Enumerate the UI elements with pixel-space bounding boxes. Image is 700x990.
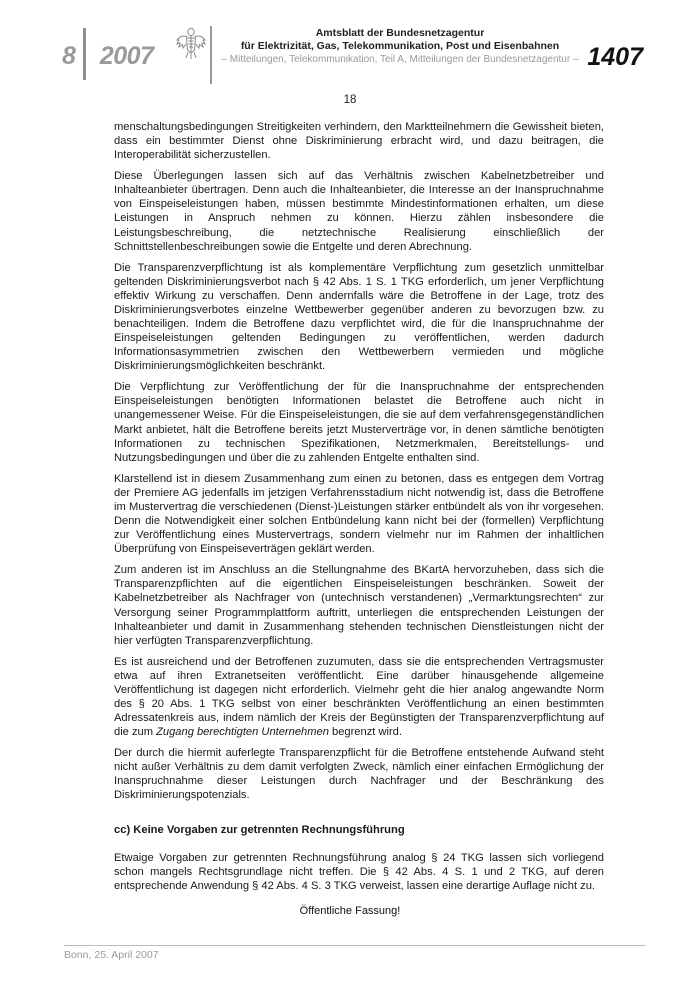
- paragraph: menschaltungsbedingungen Streitigkeiten verhindern, den Marktteilnehmern die Gewissheit bieten, dass ein bestimmter Dienst ohne Diskriminierung erbracht wird, und dazu beitragen, die Interoperabilität sicherzustellen.: [114, 121, 604, 162]
- issue-label: [62, 42, 153, 71]
- issue-year: 2007: [99, 42, 154, 70]
- paragraph-text: begrenzt wird.: [328, 726, 402, 739]
- emphasized-term: Zugang berechtigten Unternehmen: [156, 726, 329, 739]
- document-body: [114, 120, 604, 900]
- paragraph: Diese Überlegungen lassen sich auf das Verhältnis zwischen Kabelnetzbetreiber und Inhalteanbieter übertragen. Denn auch die Inhalteanbieter, die Interesse an der Inanspruchnahme von Einspeiseleistungen haben, müssen bestimmte Mindestinformationen erhalten, um diese Leistungen in Anspruch nehmen zu können. Hierzu zählen insbesondere die Leistungsbeschreibung, die netztechnische Realisierung einschließlich der Schnittstellenbeschreibungen sowie die Entgelte und deren Abrechnung.: [114, 170, 604, 253]
- paragraph: Etwaige Vorgaben zur getrennten Rechnungsführung analog § 24 TKG lassen sich vorliegend schon mangels Rechtsgrundlage nicht treffen. Die § 42 Abs. 4 S. 1 und 2 TKG, auf deren entsprechende Anwendung § 42 Abs. 4 S. 3 TKG verweist, lassen eine derartige Auflage nicht zu.: [114, 851, 604, 892]
- issue-separator: [83, 28, 86, 80]
- paragraph: Die Transparenzverpflichtung ist als komplementäre Verpflichtung zum gesetzlich unmittelbar geltenden Diskriminierungsverbot nach § 42 Abs. 1 S. 1 TKG erforderlich, um jener Verpflichtung effektiv Wirkung zu verschaffen. Denn andernfalls wäre die Betroffene in der Lage, trotz des Diskriminierungsverbotes einzelne Wettbewerber gegenüber anderen zu bevorzugen bzw. zu benachteiligen. Indem die Betroffene dazu verpflichtet wird, die für die Inanspruchnahme der Einspeiseleistungen geltenden Bedingungen zu veröffentlichen, werden dadurch Informationsasymmetrien zwischen den Wettbewerbern vermieden und mögliche Diskriminierungsmöglichkeiten beschränkt.: [114, 261, 604, 373]
- gazette-title-line-2: für Elektrizität, Gas, Telekommunikation, Post und Eisenbahnen: [240, 40, 560, 52]
- page-header: [0, 0, 700, 90]
- page-number: 1407: [587, 43, 643, 71]
- federal-eagle-icon: [176, 26, 206, 60]
- header-divider: [210, 26, 212, 84]
- document-page-index: 18: [343, 94, 357, 106]
- paragraph: Die Verpflichtung zur Veröffentlichung der für die Inanspruchnahme der entsprechenden Einspeiseleistungen benötigten Informationen belastet die Betroffene auch nicht in unangemessener Weise. Für die Einspeiseleistungen, die sie auf dem verfahrensgegenständlichen Markt anbietet, hält die Betroffene bereits jetzt Musterverträge vor, in denen sämtliche benötigten Informationen zu technischen Spezifikationen, Netzmerkmalen, Bereitstellungs- und Nutzungsbedingungen und über die zu zahlenden Entgelte enthalten sind.: [114, 381, 604, 464]
- paragraph: Der durch die hiermit auferlegte Transparenzpflicht für die Betroffene entstehende Aufwand steht nicht außer Verhältnis zu dem damit verfolgten Zweck, nämlich einer einfachen Ermöglichung der Inanspruchnahme dieser Leistungen durch Nachfrager und der Beschränkung des Diskriminierungspotenzials.: [114, 747, 604, 802]
- paragraph: Zum anderen ist im Anschluss an die Stellungnahme des BKartA hervorzuheben, dass sich die Transparenzpflichten auf die eigentlichen Einspeiseleistungen beschränken. Soweit der Kabelnetzbetreiber als Nachfrager von (untechnisch verstandenen) „Vermarktungsrechten“ zur Versorgung seiner Programmplattform auftritt, unterliegen die entsprechenden Leistungen der Inhalteanbieter und damit in Zusammenhang stehenden technischen Dienstleistungen nicht der hier verfügten Transparenzverpflichtung.: [114, 564, 604, 647]
- gazette-title-line-1: Amtsblatt der Bundesnetzagentur: [315, 27, 485, 39]
- footer-date: Bonn, 25. April 2007: [64, 949, 159, 961]
- gazette-subtitle: – Mitteilungen, Telekommunikation, Teil A, Mitteilungen der Bundesnetzagentur –: [221, 54, 579, 65]
- footer-divider: [64, 945, 646, 946]
- issue-number: 8: [62, 42, 76, 70]
- paragraph: [114, 655, 604, 739]
- section-heading: cc) Keine Vorgaben zur getrennten Rechnungsführung: [114, 823, 405, 836]
- paragraph-text: Es ist ausreichend und der Betroffenen zuzumuten, dass sie die entsprechenden Vertragsmuster etwa auf ihren Extranetseiten veröffentlicht. Eine darüber hinausgehende allgemeine Veröffentlichung ist dagegen nicht erforderlich. Vielmehr geht die hier analog angewandte Norm des § 20 Abs. 1 TKG selbst von einer beschränkten Veröffentlichung an einen bestimmten Adressatenkreis aus, indem nämlich der Kreis der Begünstigten der Transparenzverpflichtung auf die zum: [114, 655, 604, 739]
- public-version-note: Öffentliche Fassung!: [299, 905, 401, 917]
- paragraph: Klarstellend ist in diesem Zusammenhang zum einen zu betonen, dass es entgegen dem Vortrag der Premiere AG jedenfalls im jetzigen Verfahrensstadium nicht notwendig ist, dass die Betroffene im Mustervertrag die verschiedenen (Dienst-)Leistungen stärker entbündelt als von ihr vorgesehen. Denn die Notwendigkeit einer solchen Entbündelung kann nicht bei der (formellen) Verpflichtung zur Veröffentlichung eines Mustervertrags, sondern vielmehr nur im Rahmen der inhaltlichen Überprüfung von Einspeiseverträgen geklärt werden.: [114, 472, 604, 556]
- gazette-title: [220, 27, 580, 53]
